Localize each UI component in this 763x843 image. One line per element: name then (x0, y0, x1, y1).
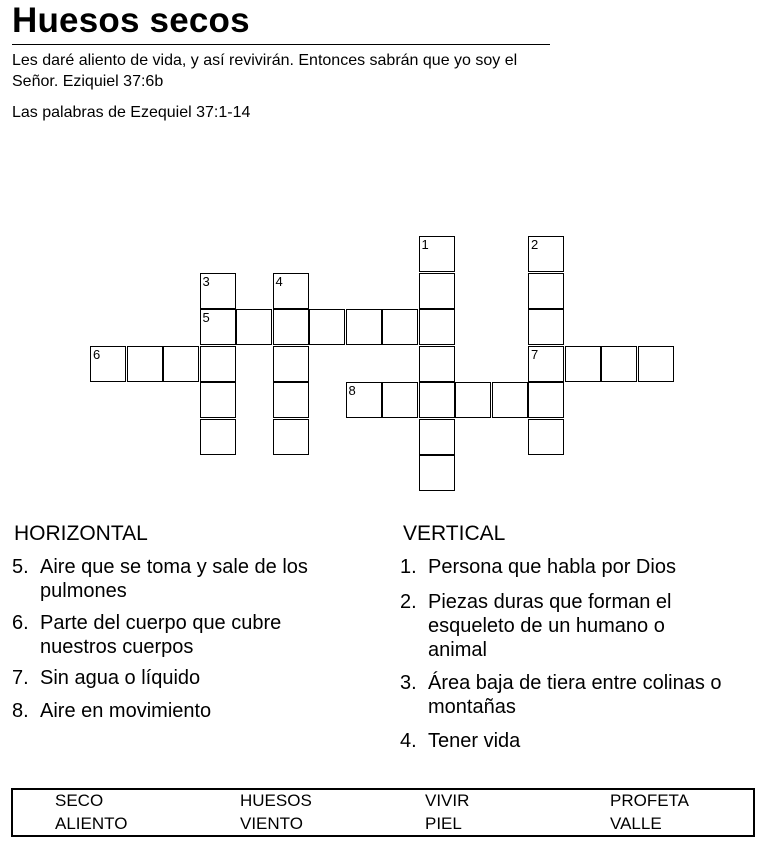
clue-number: 5 (202, 310, 210, 325)
clue-horizontal-8: 8. Aire en movimiento (12, 700, 212, 722)
crossword-cell[interactable] (273, 273, 309, 309)
crossword-cell[interactable] (200, 273, 236, 309)
clue-vertical-1: 1. Persona que habla por Dios (400, 556, 676, 578)
clue-number: 1 (421, 237, 429, 252)
crossword-cell[interactable] (346, 382, 382, 418)
clue-vertical-2: 2. Piezas duras que forman el esqueleto de un humano o animal (400, 591, 672, 661)
crossword-cell[interactable] (346, 309, 382, 345)
crossword-cell[interactable] (200, 382, 236, 418)
page-title: Huesos secos (12, 1, 250, 40)
crossword-cell[interactable] (528, 273, 564, 309)
crossword-cell[interactable] (419, 273, 455, 309)
horizontal-clues-heading: HORIZONTAL (14, 522, 148, 545)
clue-horizontal-6: 6. Parte del cuerpo que cubre nuestros cuerpos (12, 612, 282, 658)
word-bank-item: PROFETA (610, 791, 690, 810)
crossword-cell[interactable] (528, 382, 564, 418)
crossword-cell[interactable] (382, 382, 418, 418)
crossword-cell[interactable] (127, 346, 163, 382)
crossword-cell[interactable] (419, 236, 455, 272)
crossword-cell[interactable] (273, 309, 309, 345)
crossword-cell[interactable] (90, 346, 126, 382)
title-divider (12, 44, 550, 45)
word-bank-item: PIEL (425, 814, 462, 833)
clue-horizontal-5: 5. Aire que se toma y sale de los pulmones (12, 556, 308, 602)
crossword-cell[interactable] (419, 382, 455, 418)
crossword-cell[interactable] (638, 346, 674, 382)
clue-vertical-4: 4. Tener vida (400, 730, 521, 752)
clue-horizontal-7: 7. Sin agua o líquido (12, 667, 201, 689)
crossword-cell[interactable] (163, 346, 199, 382)
clue-number: 6 (93, 346, 101, 362)
word-bank-item: VIVIR (425, 791, 470, 810)
crossword-cell[interactable] (419, 309, 455, 345)
word-bank-item: ALIENTO (55, 814, 128, 833)
clue-number: 2 (531, 237, 539, 252)
crossword-cell[interactable] (200, 309, 236, 345)
bible-verse: Les daré aliento de vida, y así revivirán. Entonces sabrán que yo soy el Señor. Eziquiel 37:6b (12, 52, 518, 90)
vertical-clues-heading: VERTICAL (403, 522, 506, 545)
word-bank-item: HUESOS (240, 791, 312, 810)
crossword-cell[interactable] (419, 455, 455, 491)
crossword-cell[interactable] (528, 419, 564, 455)
clue-number: 3 (202, 273, 210, 289)
crossword-cell[interactable] (273, 346, 309, 382)
scripture-reference: Las palabras de Ezequiel 37:1-14 (12, 104, 251, 121)
crossword-cell[interactable] (200, 419, 236, 455)
crossword-cell[interactable] (236, 309, 272, 345)
clue-vertical-3: 3. Área baja de tiera entre colinas o montañas (400, 672, 722, 718)
crossword-cell[interactable] (273, 419, 309, 455)
word-bank-item: SECO (55, 791, 104, 810)
word-bank-item: VALLE (610, 814, 662, 833)
crossword-cell[interactable] (200, 346, 236, 382)
word-bank (11, 788, 755, 837)
crossword-cell[interactable] (382, 309, 418, 345)
clue-number: 7 (531, 346, 539, 362)
crossword-cell[interactable] (601, 346, 637, 382)
clue-number: 4 (275, 273, 283, 289)
crossword-cell[interactable] (455, 382, 491, 418)
crossword-cell[interactable] (528, 346, 564, 382)
clue-number: 8 (348, 383, 356, 398)
crossword-cell[interactable] (273, 382, 309, 418)
word-bank-item: VIENTO (240, 814, 303, 833)
crossword-cell[interactable] (492, 382, 528, 418)
crossword-cell[interactable] (419, 346, 455, 382)
crossword-cell[interactable] (528, 236, 564, 272)
crossword-cell[interactable] (528, 309, 564, 345)
crossword-cell[interactable] (565, 346, 601, 382)
crossword-cell[interactable] (309, 309, 345, 345)
crossword-cell[interactable] (419, 419, 455, 455)
